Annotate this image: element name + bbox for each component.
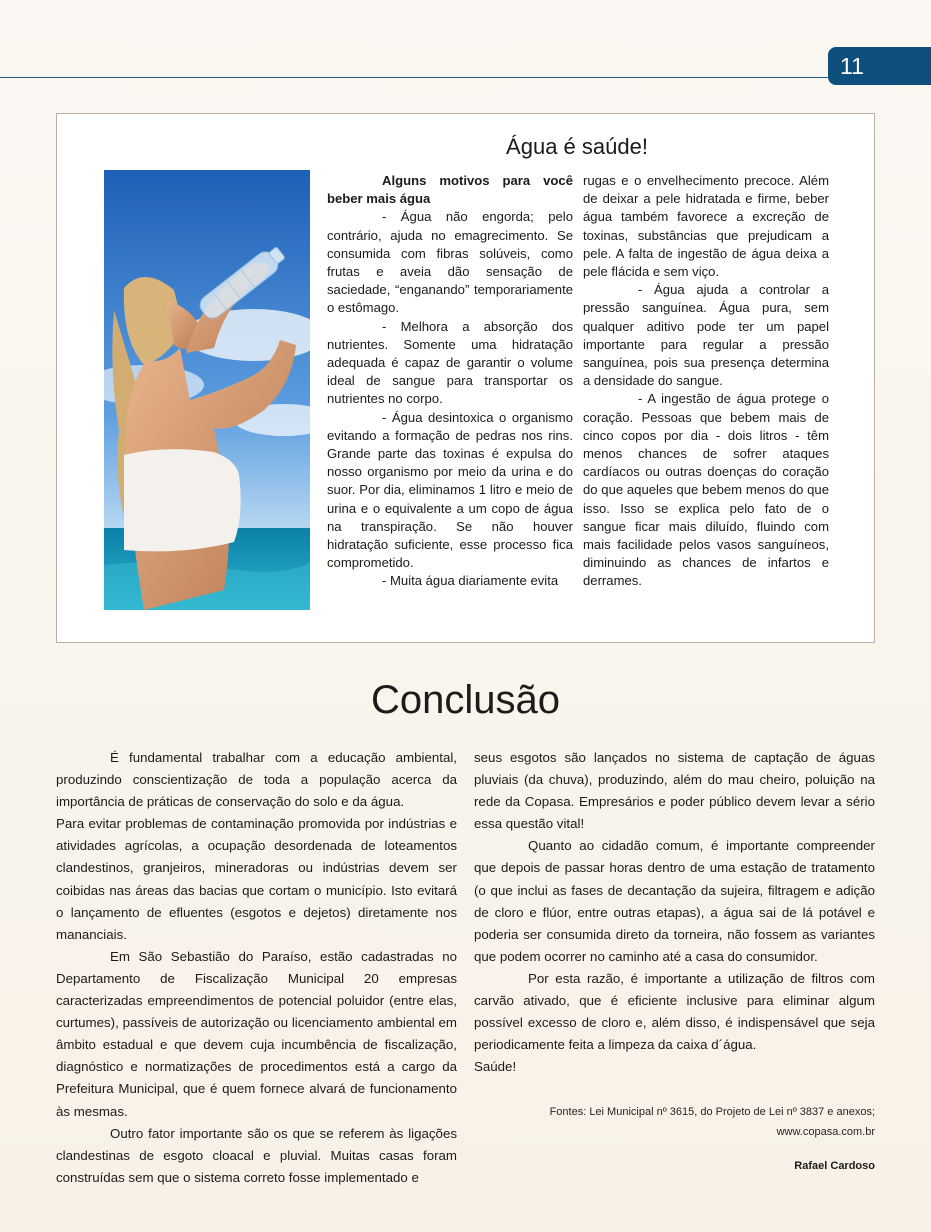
page-number: 11 (828, 47, 931, 85)
conclusion-paragraph: É fundamental trabalhar com a educação ambiental, produzindo conscientização de toda a população acerca da importância de práticas de conservação do solo e da água. (56, 750, 457, 810)
closing-line: Saúde! (474, 1059, 517, 1075)
sources (474, 1102, 875, 1142)
box-paragraph: rugas e o envelhecimento precoce. Além de deixar a pele hidratada e firme, beber água também favorece a excreção de toxinas, substâncias que prejudicam a pele. A falta de ingestão de água deixa a pele flácida e sem viço. (583, 173, 829, 280)
box-paragraph: - Muita água diariamente evita (382, 573, 559, 589)
conclusion-column-left (56, 747, 457, 1189)
conclusion-paragraph: Em São Sebastião do Paraíso, estão cadastradas no Departamento de Fiscalização Municipal 20 empresas caracterizadas empreendimentos de potencial poluidor (entre elas, curtumes), passíveis de autorização ou licenciamento ambiental em âmbito estadual e que devem cuja incumbência de fiscalização, diagnóstico e normatizações de procedimentos está a cargo da Prefeitura Municipal, que é quem fornece alvará de funcionamento às mesmas. (56, 948, 457, 1119)
health-box (56, 113, 875, 643)
box-paragraph: - Melhora a absorção dos nutrientes. Somente uma hidratação adequada é capaz de garantir o volume ideal de sangue para transportar os nutrientes no corpo. (327, 318, 573, 407)
box-paragraph: - A ingestão de água protege o coração. Pessoas que bebem mais de cinco copos por dia - dois litros - têm menos chances de sofrer ataques cardíacos ou outras doenças do coração do que aqueles que bebem menos do que isso. Isso se explica pelo fato de o sangue ficar mais diluído, fluindo com mais facilidade pelos vasos sanguíneos, diminuindo as chances de infartos e derrames. (583, 391, 829, 589)
box-column-left (327, 172, 573, 591)
box-paragraph: - Água não engorda; pelo contrário, ajuda no emagrecimento. Se consumida com fibras solúveis, como frutas e aveia dão sensação de saciedade, “enganando” temporariamente o estômago. (327, 209, 573, 316)
box-paragraph: - Água ajuda a controlar a pressão sanguínea. Água pura, sem qualquer aditivo pode ter um papel importante para regular a pressão sanguínea, pois sua presença determina a densidade do sangue. (583, 282, 829, 389)
woman-drinking-water-photo (104, 170, 310, 610)
box-column-right (583, 172, 829, 591)
source-line: Fontes: Lei Municipal nº 3615, do Projeto de Lei nº 3837 e anexos; (549, 1106, 875, 1118)
conclusion-column-right (474, 747, 875, 1078)
box-title: Água é saúde! (506, 134, 648, 159)
conclusion-title: Conclusão (370, 678, 560, 722)
header-rule (0, 77, 835, 78)
author-name: Rafael Cardoso (794, 1160, 875, 1172)
conclusion-paragraph: Quanto ao cidadão comum, é importante compreender que depois de passar horas dentro de uma estação de tratamento (o que inclui as fases de decantação da sujeira, filtragem e adição de cloro e flúor, entre outras etapas), a água sai de lá potável e poderia ser consumida direto da torneira, não fossem as variantes que podem ocorrer no caminho até a casa do consumidor. (474, 838, 875, 964)
conclusion-paragraph: Por esta razão, é importante a utilização de filtros com carvão ativado, que é eficiente inclusive para eliminar algum possível excesso de cloro e, além disso, é indispensável que seja periodicamente feita a limpeza da caixa d´água. (474, 970, 875, 1053)
conclusion-paragraph: Para evitar problemas de contaminação promovida por indústrias e atividades agrícolas, a ocupação desordenada de loteamentos clandestinos, granjeiros, mineradoras ou indústrias devem ser coibidas nas áreas das bacias que cortam o município. Isto evitará o lançamento de efluentes (esgotos e dejetos) diretamente nos mananciais. (56, 816, 457, 942)
source-link[interactable]: www.copasa.com.br (776, 1126, 875, 1138)
box-subheading: Alguns motivos para você beber mais água (327, 173, 573, 207)
conclusion-paragraph: Outro fator importante são os que se referem às ligações clandestinas de esgoto cloacal e pluvial. Muitas casas foram construídas sem que o sistema correto fosse implementado e (56, 1125, 457, 1185)
conclusion-paragraph: seus esgotos são lançados no sistema de captação de águas pluviais (da chuva), produzindo, além do mau cheiro, poluição na rede da Copasa. Empresários e poder público devem levar a sério essa questão vital! (474, 750, 875, 832)
box-paragraph: - Água desintoxica o organismo evitando a formação de pedras nos rins. Grande parte das toxinas é expulsa do nosso organismo por meio da urina e do suor. Por dia, eliminamos 1 litro e meio de urina e o equivalente a um copo de água na transpiração. Se não houver hidratação suficiente, esse processo fica comprometido. (327, 409, 573, 571)
